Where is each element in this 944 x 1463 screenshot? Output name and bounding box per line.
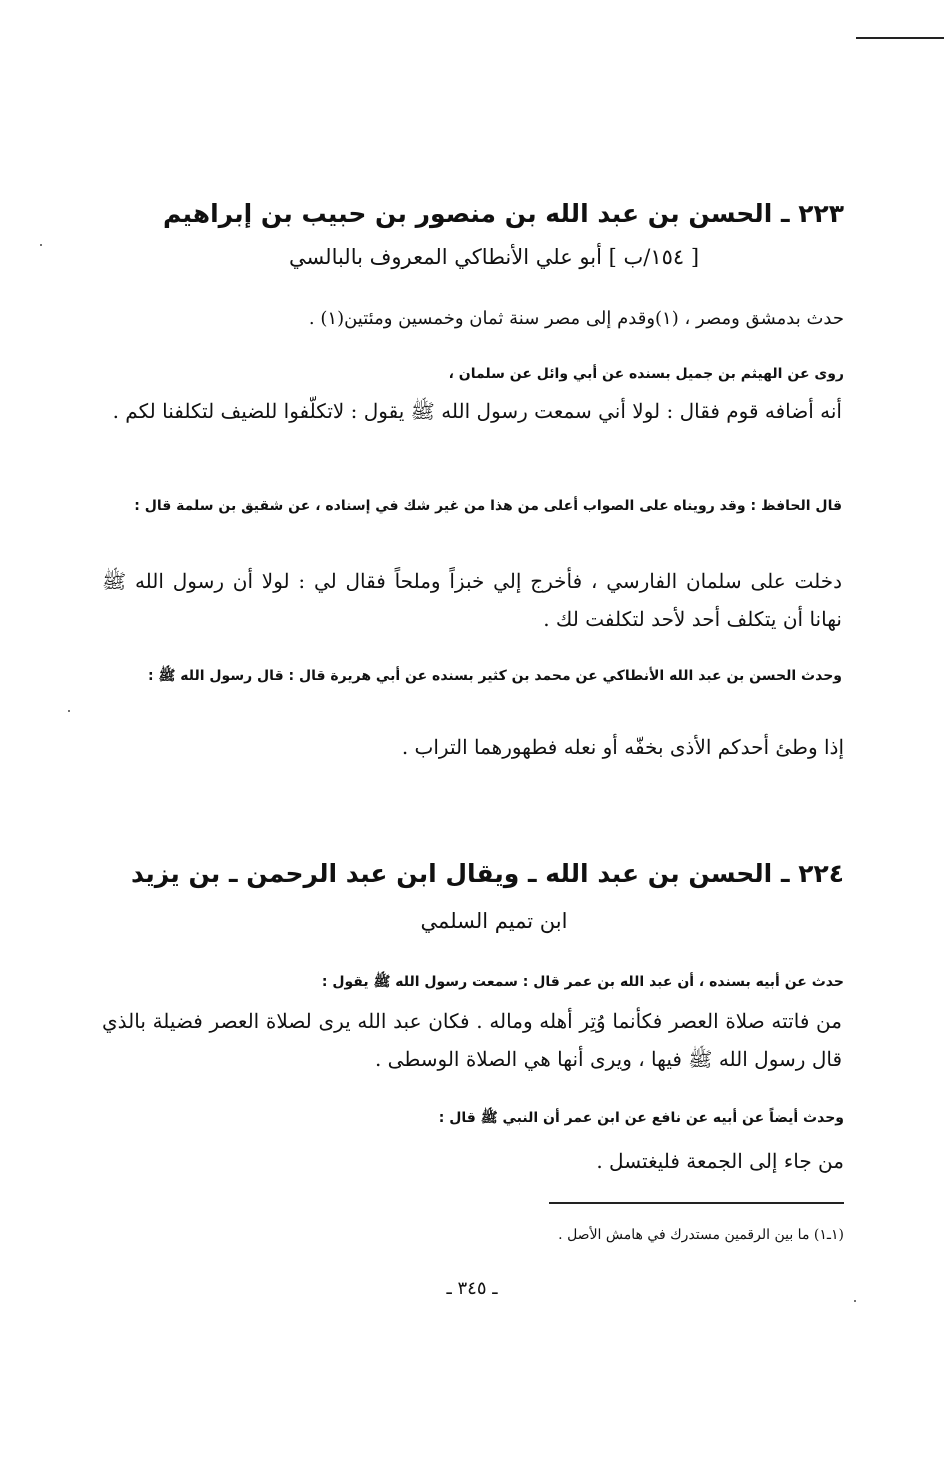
entry-224-matn-2: من جاء إلى الجمعة فليغتسل . bbox=[596, 1149, 844, 1173]
entry-224-subtitle: ابن تميم السلمي bbox=[420, 909, 568, 933]
entry-224-isnad-2: وحدث أيضاً عن أبيه عن نافع عن ابن عمر أن النبي ﷺ قال : bbox=[438, 1110, 844, 1126]
entry-223-isnad-1: روى عن الهيثم بن جميل بسنده عن أبي وائل عن سلمان ، bbox=[448, 366, 844, 382]
entry-223-matn-1: أنه أضافه قوم فقال : لولا أني سمعت رسول الله ﷺ يقول : لاتكلّفوا للضيف لتكلفنا لكم . bbox=[112, 399, 842, 423]
corner-rule bbox=[856, 37, 944, 39]
entry-223-title: ٢٢٣ ـ الحسن بن عبد الله بن منصور بن حبيب بن إبراهيم bbox=[162, 199, 844, 228]
entry-223-isnad-3: وحدث الحسن بن عبد الله الأنطاكي عن محمد بن كثير بسنده عن أبي هريرة قال : قال رسول الله ﷺ : bbox=[148, 668, 842, 684]
entry-223-intro: حدث بدمشق ومصر ، (١)وقدم إلى مصر سنة ثمان وخمسين ومئتين(١) . bbox=[308, 308, 844, 329]
entry-223-matn-2: دخلت على سلمان الفارسي ، فأخرج إلي خبزاً وملحاً فقال لي : لولا أن رسول الله ﷺ نهانا أن يتكلف أحد لأحد لتكلفت لك . bbox=[102, 569, 842, 631]
entry-223-subtitle: [ ١٥٤/ب ] أبو علي الأنطاكي المعروف بالبالسي bbox=[288, 245, 700, 269]
footnote-rule bbox=[549, 1202, 844, 1204]
scan-speck bbox=[68, 710, 70, 712]
entry-223-isnad-2: قال الحافظ : وقد رويناه على الصواب أعلى من هذا من غير شك في إسناده ، عن شقيق بن سلمة قال : bbox=[134, 498, 842, 514]
scan-speck bbox=[854, 1300, 856, 1302]
entry-224-isnad-1: حدث عن أبيه بسنده ، أن عبد الله بن عمر قال : سمعت رسول الله ﷺ يقول : bbox=[321, 974, 844, 990]
entry-224-matn-1: من فاتته صلاة العصر فكأنما وُتِر أهله وماله . فكان عبد الله يرى لصلاة العصر فضيلة بالذي قال رسول الله ﷺ فيها ، ويرى أنها هي الصلاة الوسطى . bbox=[102, 1009, 842, 1071]
footnote: (١ـ١) ما بين الرقمين مستدرك في هامش الأصل . bbox=[558, 1227, 844, 1243]
entry-224-title: ٢٢٤ ـ الحسن بن عبد الله ـ ويقال ابن عبد الرحمن ـ بن يزيد bbox=[130, 859, 844, 888]
entry-223-matn-3: إذا وطئ أحدكم الأذى بخفّه أو نعله فطهورهما التراب . bbox=[401, 735, 844, 759]
page-number: ـ ٣٤٥ ـ bbox=[446, 1278, 498, 1299]
scan-speck bbox=[40, 244, 42, 246]
